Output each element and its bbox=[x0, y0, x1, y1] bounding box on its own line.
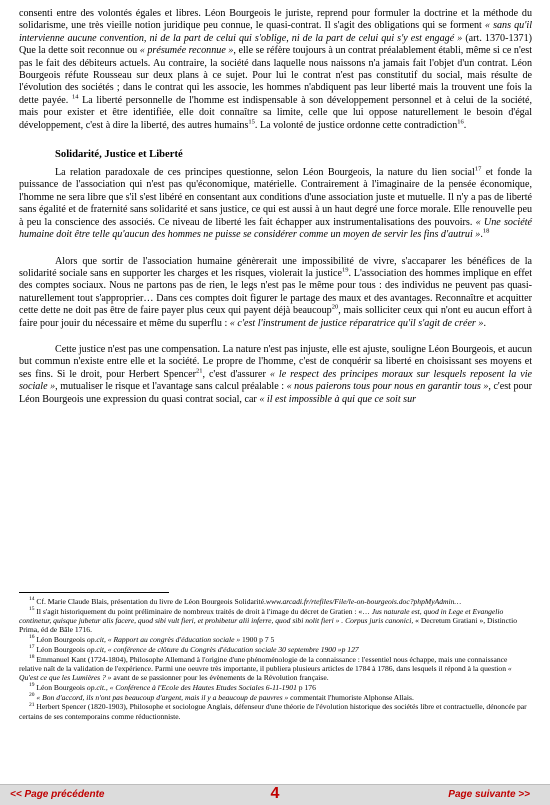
footnote-ref-21[interactable]: 21 bbox=[195, 367, 203, 375]
section-heading: Solidarité, Justice et Liberté bbox=[55, 149, 183, 161]
footnote-separator bbox=[19, 592, 169, 593]
paragraph-justice: Cette justice n'est pas une compensation. La nature n'est pas injuste, elle est ajuste, souligne Léon Bourgeois, et aucun but commun n'existe entre elle et la société. Le propre de l'homme, c'est de conquérir sa liberté en choisissant ses moyens et ses fins. Si le droit, pour Herbert Spencer$^{21}$, c'est d'assurer « le respect des principes moraux sur lesquels reposent la vie sociale », mutualiser le risque et l'avantage sans calcul préalable : « nous paierons tous pour nous en garantir tous », c'est pour Léon Bourgeois une expression du quasi contrat social, car « il est impossible à qui que ce soit sur bbox=[19, 343, 533, 405]
document-body bbox=[19, 8, 532, 406]
footnote-15: $^{15}$ Il s'agit historiquement du point préliminaire de nombreux traités de droit à l'image du décret de Gratien : «… Jus naturale est, quod in Lege et Evangelio continetur, quisque jubetur alis facere, quod sibi vult fieri, et prohibetur alii inferre, quod sibi nolit fieri » . Corpus juris canonici, « Decretum Gratiani », Distinctio Prima, éd de Bâle 1716. bbox=[19, 606, 517, 635]
footnote-16: $^{16}$ Léon Bourgeois op.cit, « Rapport au congrès d'éducation sociale » 1900 p 7 5 bbox=[29, 634, 275, 644]
footnote-ref-20[interactable]: 20 bbox=[331, 303, 339, 311]
paragraph-association: Alors que sortir de l'association humaine génèrerait une impossibilité de vivre, s'accaparer les bénéfices de la solidarité sociale sans en supporter les charges et les risques, violerait la justice$^{19}$. L'association des hommes implique en effet des comptes sociaux. Nous ne partons pas de rien, le legs n'est pas le même pour tous : des individus ne peuvent pas quasi-naturellement tout s'approprier… Dans ces comptes doit figurer le partage des maux et des avantages. Reconnaître et acquitter cette dette ne doit pas être de faire payer plus ceux qui payent déjà beaucoup$^{20}$, mais solliciter ceux qui n'ont eu aucun effort à faire pour jouir du nécessaire et même du superflu : « c'est l'instrument de justice réparatrice qu'il s'agit de créer ». bbox=[19, 255, 533, 329]
page-number: 4 bbox=[270, 785, 280, 802]
footnote-18: $^{18}$ Emmanuel Kant (1724-1804), Philosophe Allemand à l'origine d'une phénoménologie de la connaissance : l'essentiel nous échappe, mais une connaissance relative naît de la validation de l'expérience. Parmi une oeuvre très importante, il publiera plusieurs articles de 1784 à 1786, dans lesquels il répond à la question « Qu'est ce que les Lumières ? » avant de se passionner pour les évènements de la Révolution française. bbox=[19, 654, 512, 682]
paragraph-solidarite: La relation paradoxale de ces principes questionne, selon Léon Bourgeois, la nature du lien social$^{17}$ et fonde la puissance de l'association qui n'est pas qu'économique, matérielle. Contrairement à l'imaginaire de la pensée économique, l'homme ne sera libre que s'il s'est libéré en consentant aux conditions d'une association juste et mutuelle. Il n'y a pas de liberté sans égalité et de fraternité sans solidarité et sans justice, ce qui est aussi à un haut degré une force morale. Elle renouvelle peu à peu la conscience des associés. Ce niveau de liberté les fait échapper aux instrumentalisations des pouvoirs. « Une société humaine doit être telle qu'aucun des hommes ne puisse se considérer comme un moyen de servir les fins d'autrui ».$^{18}$ bbox=[19, 165, 533, 241]
next-page-link[interactable]: Page suivante >> bbox=[448, 789, 530, 800]
spacer bbox=[19, 330, 532, 344]
spacer bbox=[19, 132, 532, 148]
footnote-21: $^{21}$ Herbert Spencer (1820-1903), Philosophe et sociologue Anglais, défenseur d'une théorie de l'évolution historique des sociétés libre et contractuelle, dénoncée par certains de ses contemporains comme réductionniste. bbox=[19, 701, 527, 721]
footnote-ref-18[interactable]: 18 bbox=[482, 227, 490, 235]
footnote-20: $^{20}$ « Bon d'accord, ils n'ont pas beaucoup d'argent, mais il y a beaucoup de pauvres » commentait l'humoriste Alphonse Allais. bbox=[29, 692, 414, 702]
paragraph-quasi-contrat: consenti entre des volontés égales et libres. Léon Bourgeois le juriste, reprend pour formuler la doctrine et la méthode du solidarisme, une très vieille notion juridique peu connue, le quasi-contrat. Il s'agit des obligations qui se forment « sans qu'il intervienne aucune convention, ni de la part de celui qui s'oblige, ni de la part de celui qui s'y est engagé » (art. 1370-1371) Que la dette soit reconnue ou « présumée reconnue », elle se réfère toujours à un contrat préalablement établi, même si ce n'est pas le fait des débiteurs actuels. Au contraire, la société dans laquelle nous naissons n'a jamais fait l'objet d'un contrat. Léon Bourgeois réfute Rousseau sur deux plans à ce sujet. Pour lui le contrat n'est pas constitutif du social, mais résulte de l'évolution des sociétés ; dans le contrat qui les associe, les hommes n'abdiquent pas leur liberté mais la trouvent une fois la dette payée. $^{14}$ La liberté personnelle de l'homme est indispensable à son développement personnel et à celui de la société, mais pour exister et être identifiée, elle doit connaître sa limite, celle que lui oppose naturellement le besoin d'égal développement, c'est à dire la liberté, des autres humains$^{15}$. La volonté de justice ordonne cette contradiction$^{16}$. bbox=[19, 8, 533, 131]
footnote-ref-14[interactable]: 14 bbox=[71, 93, 79, 101]
page-footer-nav bbox=[0, 784, 550, 805]
footnote-17: $^{17}$ Léon Bourgeois op.cit, « conférence de clôture du Congrès d'éducation sociale 30 septembre 1900 »p 127 bbox=[29, 644, 359, 654]
footnotes bbox=[19, 597, 532, 721]
footnote-ref-16[interactable]: 16 bbox=[457, 118, 464, 126]
footnote-ref-19[interactable]: 19 bbox=[341, 266, 349, 274]
footnote-14: $^{14}$ Cf. Marie Claude Blais, présentation du livre de Léon Bourgeois Solidarité.www.arcadi.fr/rtefiles/File/le-on-bourgeois.doc?phpMyAdmin… bbox=[29, 596, 462, 606]
footnote-link[interactable]: www.arcadi.fr/rtefiles/File/le-on-bourgeois.doc?phpMyAdmin… bbox=[265, 597, 462, 606]
footnote-ref-15[interactable]: 15 bbox=[248, 118, 255, 126]
footnote-ref-17[interactable]: 17 bbox=[474, 165, 482, 173]
previous-page-link[interactable]: << Page précédente bbox=[10, 789, 105, 800]
footnote-19: $^{19}$ Léon Bourgeois op.cit., « Conférence à l'Ecole des Hautes Etudes Sociales 6-11-1901 p 176 bbox=[29, 682, 316, 692]
spacer bbox=[19, 242, 532, 256]
